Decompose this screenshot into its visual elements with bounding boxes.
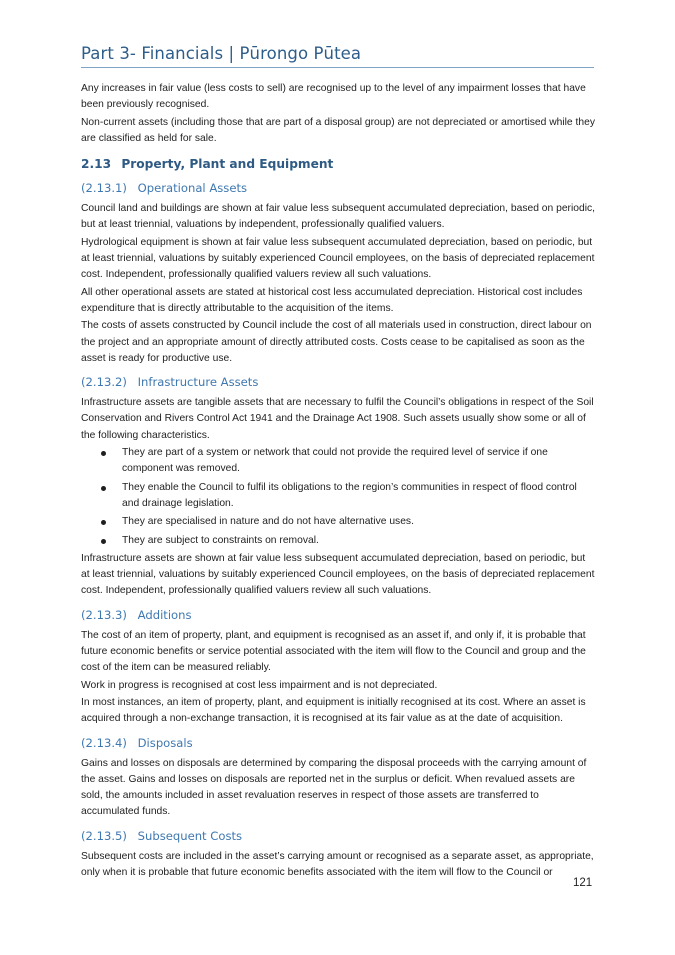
- subsection-number: (2.13.5): [81, 828, 127, 843]
- subsection-heading-additions: [81, 606, 596, 624]
- section-title: Property, Plant and Equipment: [121, 157, 334, 172]
- list-item-text: They are specialised in nature and do not have alternative uses.: [122, 516, 414, 528]
- paragraph: Hydrological equipment is shown at fair value less subsequent accumulated depreciation, based on periodic, but at least triennial, valuations by suitably experienced Council employees, on the basis of depreciated replacement cost. Independent, professionally qualified valuers review all such valuations.: [81, 236, 595, 281]
- bullet-icon: [101, 539, 106, 544]
- list-item: [81, 533, 596, 549]
- paragraph: The cost of an item of property, plant, and equipment is recognised as an asset if, and only if, it is probable that future economic benefits or service potential associated with the item will flow to the Council and group and the cost of the item can be measured reliably.: [81, 629, 586, 674]
- list-item-text: They are subject to constraints on removal.: [122, 534, 319, 546]
- characteristics-list: [81, 445, 596, 549]
- subsection-heading-infrastructure: [81, 373, 596, 391]
- subsection-title: Operational Assets: [137, 181, 248, 196]
- intro-paragraph: Non-current assets (including those that are part of a disposal group) are not depreciated or amortised while they are classified as held for sale.: [81, 116, 595, 144]
- paragraph: Gains and losses on disposals are determined by comparing the disposal proceeds with the carrying amount of the asset. Gains and losses on disposals are reported net in the surplus or deficit. When revalued assets are sold, the amounts included in asset revaluation reserves in respect of those assets are transferred to accumulated funds.: [81, 757, 587, 818]
- subsection-number: (2.13.4): [81, 735, 127, 750]
- paragraph: All other operational assets are stated at historical cost less accumulated depreciation. Historical cost includes expenditure that is directly attributable to the acquisition of the items.: [81, 286, 583, 314]
- bullet-icon: [101, 451, 106, 456]
- paragraph: In most instances, an item of property, plant, and equipment is initially recognised at its cost. Where an asset is acquired through a non-exchange transaction, it is recognised at its fair value as at the date of acquisition.: [81, 696, 586, 725]
- page-content: [81, 81, 596, 882]
- subsection-heading-disposals: [81, 734, 596, 752]
- subsection-title: Additions: [137, 607, 192, 622]
- section-heading: [81, 155, 596, 173]
- section-number: 2.13: [81, 157, 112, 172]
- paragraph: Council land and buildings are shown at fair value less subsequent accumulated depreciation, based on periodic, but at least triennial, valuations by independent, professionally qualified valuers.: [81, 203, 596, 231]
- list-item: [81, 445, 596, 478]
- subsection-title: Disposals: [137, 735, 193, 750]
- bullet-icon: [101, 520, 106, 525]
- list-item: [81, 514, 596, 530]
- paragraph: Work in progress is recognised at cost less impairment and is not depreciated.: [81, 679, 438, 691]
- page-header-title: Part 3- Financials | Pūrongo Pūtea: [81, 44, 594, 68]
- subsection-title: Subsequent Costs: [137, 828, 243, 843]
- list-item: [81, 480, 596, 513]
- subsection-title: Infrastructure Assets: [137, 375, 259, 390]
- subsection-number: (2.13.1): [81, 181, 127, 196]
- paragraph: Subsequent costs are included in the asset’s carrying amount or recognised as a separate asset, as appropriate, only when it is probable that future economic benefits associated with the item will flow to the Council or: [81, 850, 594, 878]
- paragraph: Infrastructure assets are tangible assets that are necessary to fulfil the Council’s obligations in respect of the Soil Conservation and Rivers Control Act 1941 and the Drainage Act 1908. Such assets usually show some or all of the following characteristics.: [81, 397, 594, 441]
- list-item-text: They are part of a system or network that could not provide the required level of service if one component was removed.: [122, 447, 548, 475]
- subsection-number: (2.13.3): [81, 607, 127, 622]
- page-number: 121: [573, 877, 593, 889]
- bullet-icon: [101, 486, 106, 491]
- paragraph: Infrastructure assets are shown at fair value less subsequent accumulated depreciation, based on periodic, but at least triennial, valuations by suitably experienced Council employees, on the basis of depreciated replacement cost. Independent, professionally qualified valuers review all such valuations.: [81, 552, 595, 597]
- intro-paragraph: Any increases in fair value (less costs to sell) are recognised up to the level of any impairment losses that have been previously recognised.: [81, 83, 586, 111]
- paragraph: The costs of assets constructed by Council include the cost of all materials used in construction, direct labour on the project and an appropriate amount of directly attributed costs. Costs cease to be capitalised as soon as the asset is ready for productive use.: [81, 320, 592, 364]
- subsection-heading-subsequent-costs: [81, 827, 596, 845]
- list-item-text: They enable the Council to fulfil its obligations to the region’s communities in respect of flood control and drainage legislation.: [122, 481, 577, 509]
- subsection-heading-operational: [81, 179, 596, 197]
- subsection-number: (2.13.2): [81, 375, 127, 390]
